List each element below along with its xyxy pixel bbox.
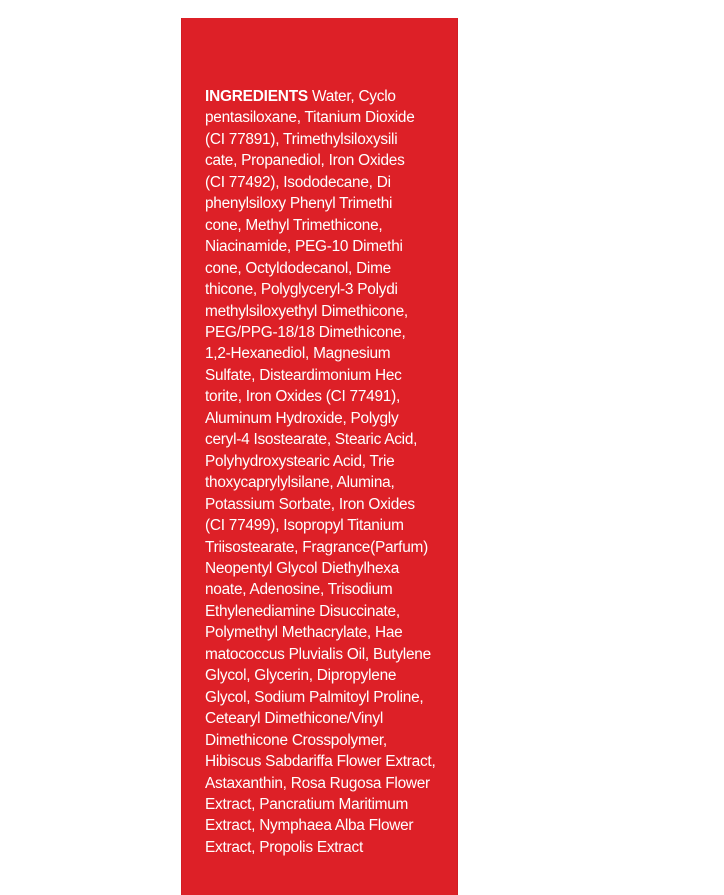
ingredients-line: Glycol, Glycerin, Dipropylene <box>205 667 397 685</box>
ingredients-line: methylsiloxyethyl Dimethicone, <box>205 302 408 320</box>
ingredients-line: Triisostearate, Fragrance(Parfum) <box>205 538 428 556</box>
ingredients-line: Neopentyl Glycol Diethylhexa <box>205 559 400 577</box>
ingredients-line: (CI 77891), Trimethylsiloxysili <box>205 130 398 148</box>
ingredients-line: Sulfate, Disteardimonium Hec <box>205 366 402 384</box>
ingredients-heading: INGREDIENTS <box>205 88 308 105</box>
ingredients-line: Extract, Nymphaea Alba Flower <box>205 817 414 835</box>
ingredients-line: (CI 77499), Isopropyl Titanium <box>205 517 404 535</box>
ingredients-line: Dimethicone Crosspolymer, <box>205 731 387 749</box>
ingredients-line: Astaxanthin, Rosa Rugosa Flower <box>205 774 430 792</box>
ingredients-line: Extract, Propolis Extract <box>205 838 363 856</box>
ingredients-line: Ethylenediamine Disuccinate, <box>205 602 400 620</box>
ingredients-line: torite, Iron Oxides (CI 77491), <box>205 388 400 406</box>
ingredients-line-first <box>205 86 441 107</box>
ingredients-line: thoxycaprylylsilane, Alumina, <box>205 474 395 492</box>
ingredients-line: Aluminum Hydroxide, Polygly <box>205 409 399 427</box>
ingredients-line: Extract, Pancratium Maritimum <box>205 795 409 813</box>
ingredients-line: (CI 77492), Isododecane, Di <box>205 173 391 191</box>
ingredients-line: cone, Methyl Trimethicone, <box>205 216 383 234</box>
ingredients-text <box>205 86 441 858</box>
ingredients-line: noate, Adenosine, Trisodium <box>205 581 393 599</box>
ingredients-line: Water, Cyclo <box>307 88 396 105</box>
ingredients-line: Cetearyl Dimethicone/Vinyl <box>205 710 383 728</box>
ingredients-line: Glycol, Sodium Palmitoyl Proline, <box>205 688 424 706</box>
ingredients-line: Potassium Sorbate, Iron Oxides <box>205 495 415 513</box>
product-box-side-panel <box>181 18 458 895</box>
ingredients-line: Polymethyl Methacrylate, Hae <box>205 624 403 642</box>
ingredients-line: cate, Propanediol, Iron Oxides <box>205 152 405 170</box>
ingredients-line: Hibiscus Sabdariffa Flower Extract, <box>205 753 436 771</box>
ingredients-line: cone, Octyldodecanol, Dime <box>205 259 391 277</box>
ingredients-line: PEG/PPG-18/18 Dimethicone, <box>205 323 406 341</box>
ingredients-line: Polyhydroxystearic Acid, Trie <box>205 452 395 470</box>
ingredients-line: phenylsiloxy Phenyl Trimethi <box>205 195 393 213</box>
ingredients-line: 1,2-Hexanediol, Magnesium <box>205 345 391 363</box>
ingredients-line: Niacinamide, PEG-10 Dimethi <box>205 238 403 256</box>
ingredients-line: matococcus Pluvialis Oil, Butylene <box>205 645 431 663</box>
ingredients-line: pentasiloxane, Titanium Dioxide <box>205 109 415 127</box>
ingredients-line: thicone, Polyglyceryl-3 Polydi <box>205 281 398 299</box>
ingredients-line: ceryl-4 Isostearate, Stearic Acid, <box>205 431 418 449</box>
